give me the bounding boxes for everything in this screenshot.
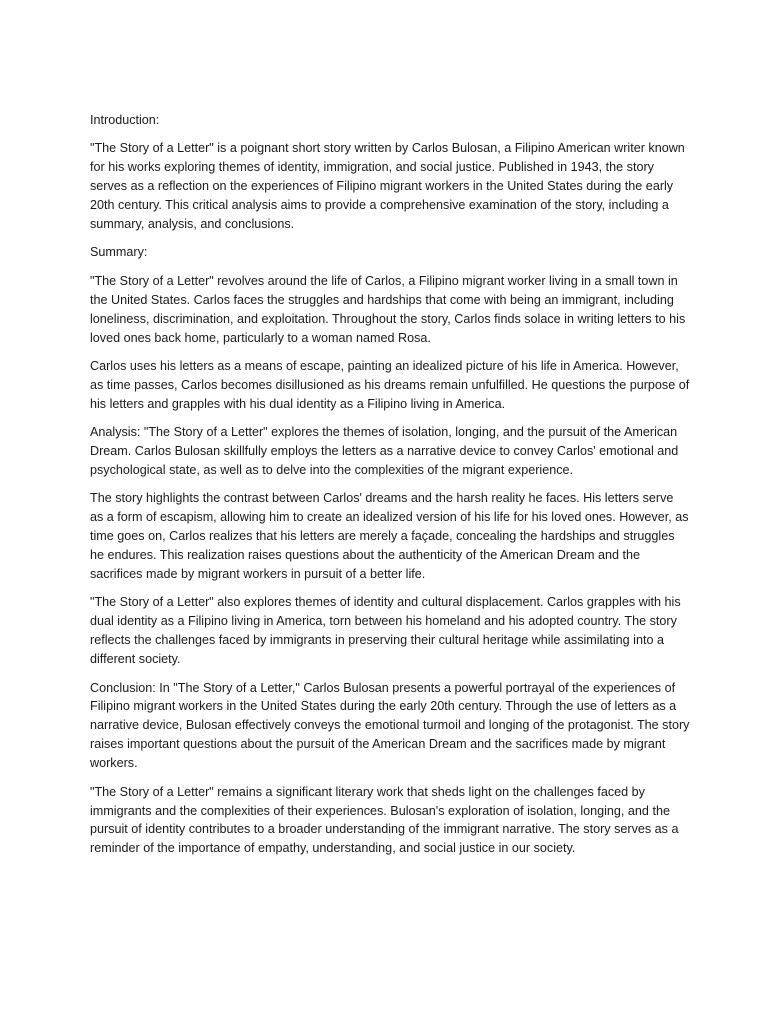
introduction-paragraph: "The Story of a Letter" is a poignant short story written by Carlos Bulosan, a Filipino American writer known for his works exploring themes of identity, immigration, and social justice. Published in 1943, the story serves as a reflection on the experiences of Filipino migrant workers in the United States during the early 20th century. This critical analysis aims to provide a comprehensive examination of the story, including a summary, analysis, and conclusions. [90,141,685,232]
document-body [90,111,690,868]
introduction-heading: Introduction: [90,113,160,127]
conclusion-paragraph-1: Conclusion: In "The Story of a Letter," Carlos Bulosan presents a powerful portrayal of the experiences of Filipino migrant workers in the United States during the early 20th century. Through the use of letters as a narrative device, Bulosan effectively conveys the emotional turmoil and longing of the protagonist. The story raises important questions about the pursuit of the American Dream and the sacrifices made by migrant workers. [90,680,690,771]
analysis-paragraph-1: Analysis: "The Story of a Letter" explores the themes of isolation, longing, and the pursuit of the American Dream. Carlos Bulosan skillfully employs the letters as a narrative device to convey Carlos' emotional and psychological state, as well as to delve into the complexities of the migrant experience. [90,425,679,477]
analysis-paragraph-2: The story highlights the contrast between Carlos' dreams and the harsh reality he faces. His letters serve as a form of escapism, allowing him to create an idealized version of his life for his loved ones. However, as time goes on, Carlos realizes that his letters are merely a façade, concealing the hardships and struggles he endures. This realization raises questions about the authenticity of the American Dream and the sacrifices made by migrant workers in pursuit of a better life. [90,491,689,582]
conclusion-paragraph-2: "The Story of a Letter" remains a significant literary work that sheds light on the challenges faced by immigrants and the complexities of their experiences. Bulosan's exploration of isolation, longing, and the pursuit of identity contributes to a broader understanding of the immigrant narrative. The story serves as a reminder of the importance of empathy, understanding, and social justice in our society. [90,784,679,856]
summary-paragraph-1: "The Story of a Letter" revolves around the life of Carlos, a Filipino migrant worker living in a small town in the United States. Carlos faces the struggles and hardships that come with being an immigrant, including loneliness, discrimination, and exploitation. Throughout the story, Carlos finds solace in writing letters to his loved ones back home, particularly to a woman named Rosa. [90,273,686,345]
summary-heading: Summary: [90,245,148,260]
analysis-paragraph-3: "The Story of a Letter" also explores themes of identity and cultural displacement. Carlos grapples with his dual identity as a Filipino living in America, torn between his homeland and his adopted country. The story reflects the challenges faced by immigrants in preserving their cultural heritage while assimilating into a different society. [90,595,681,667]
summary-paragraph-2: Carlos uses his letters as a means of escape, painting an idealized picture of his life in America. However, as time passes, Carlos becomes disillusioned as his dreams remain unfulfilled. He questions the purpose of his letters and grapples with his dual identity as a Filipino living in America. [90,358,690,411]
